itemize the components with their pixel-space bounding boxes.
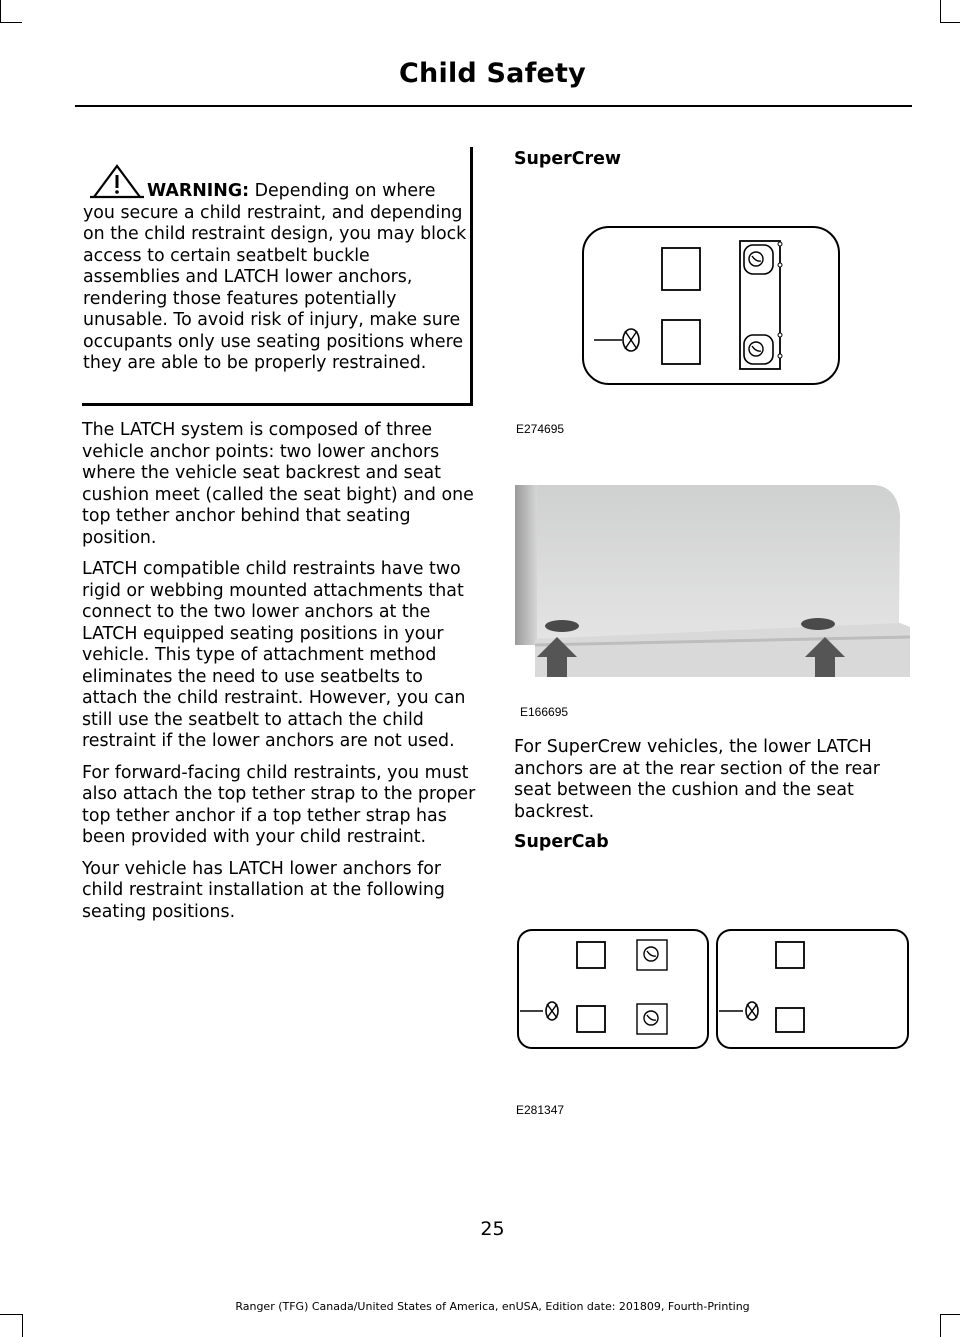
seat-icon [577, 942, 605, 968]
seat-icon [662, 320, 700, 364]
figure-code: E274695 [516, 422, 565, 436]
crop-mark [940, 1314, 941, 1337]
child-seat-icon [637, 940, 667, 970]
crop-mark [0, 0, 1, 22]
figure-code: E166695 [520, 705, 569, 719]
left-column [82, 420, 477, 933]
crop-mark [940, 1314, 960, 1315]
crop-mark [0, 1314, 22, 1315]
steering-wheel-icon [520, 1002, 558, 1020]
seat-icon [662, 248, 700, 290]
figure-code: E281347 [516, 1103, 565, 1117]
warning-text [83, 181, 469, 375]
supercrew-heading: SuperCrew [514, 149, 621, 169]
supercrew-seating-diagram [580, 225, 842, 387]
steering-wheel-icon [719, 1002, 758, 1020]
seat-icon [577, 1006, 605, 1032]
seat-icon [776, 942, 804, 968]
header-divider [75, 105, 912, 107]
child-seat-icon [744, 245, 773, 274]
paragraph: The LATCH system is composed of three vehicle anchor points: two lower anchors where the vehicle seat backrest and seat cushion meet (called the seat bight) and one top tether anchor behind that seating position. [82, 420, 474, 548]
paragraph: For forward-facing child restraints, you must also attach the top tether strap to the proper top tether anchor if a top tether strap has been provided with your child restraint. [82, 762, 476, 847]
page-title: Child Safety [399, 58, 586, 89]
child-seat-icon [744, 335, 773, 364]
footer-text: Ranger (TFG) Canada/United States of America, enUSA, Edition date: 201809, Fourth-Printing [235, 1300, 750, 1313]
paragraph: Your vehicle has LATCH lower anchors for child restraint installation at the following seating positions. [82, 858, 445, 922]
warning-label: WARNING: [147, 181, 250, 201]
warning-box [82, 147, 473, 406]
supercab-seating-diagram [515, 928, 911, 1052]
warning-body: Depending on where you secure a child restraint, and depending on the child restraint design, you may block access to certain seatbelt buckle assemblies and LATCH lower anchors, rendering those features potentially unusable. To avoid risk of injury, make sure occupants only use seating positions where they are able to be properly restrained. [83, 181, 467, 373]
supercrew-description: For SuperCrew vehicles, the lower LATCH anchors are at the rear section of the rear seat between the cushion and the seat backrest. [514, 737, 880, 822]
seat-icon [776, 1008, 804, 1032]
steering-wheel-icon [594, 329, 639, 351]
page-number: 25 [480, 1218, 505, 1240]
crop-mark [0, 22, 22, 23]
crop-mark [940, 0, 941, 22]
crop-mark [940, 22, 960, 23]
child-seat-icon [637, 1004, 667, 1034]
paragraph: LATCH compatible child restraints have two rigid or webbing mounted attachments that connect to the two lower anchors at the LATCH equipped seating positions in your vehicle. This type of attachment method eliminates the need to use seatbelts to attach the child restraint. However, you can still use the seatbelt to attach the child restraint if the lower anchors are not used. [82, 559, 466, 751]
seat-anchor-photo [515, 455, 910, 677]
supercab-heading: SuperCab [514, 832, 609, 852]
crop-mark [22, 1314, 23, 1337]
